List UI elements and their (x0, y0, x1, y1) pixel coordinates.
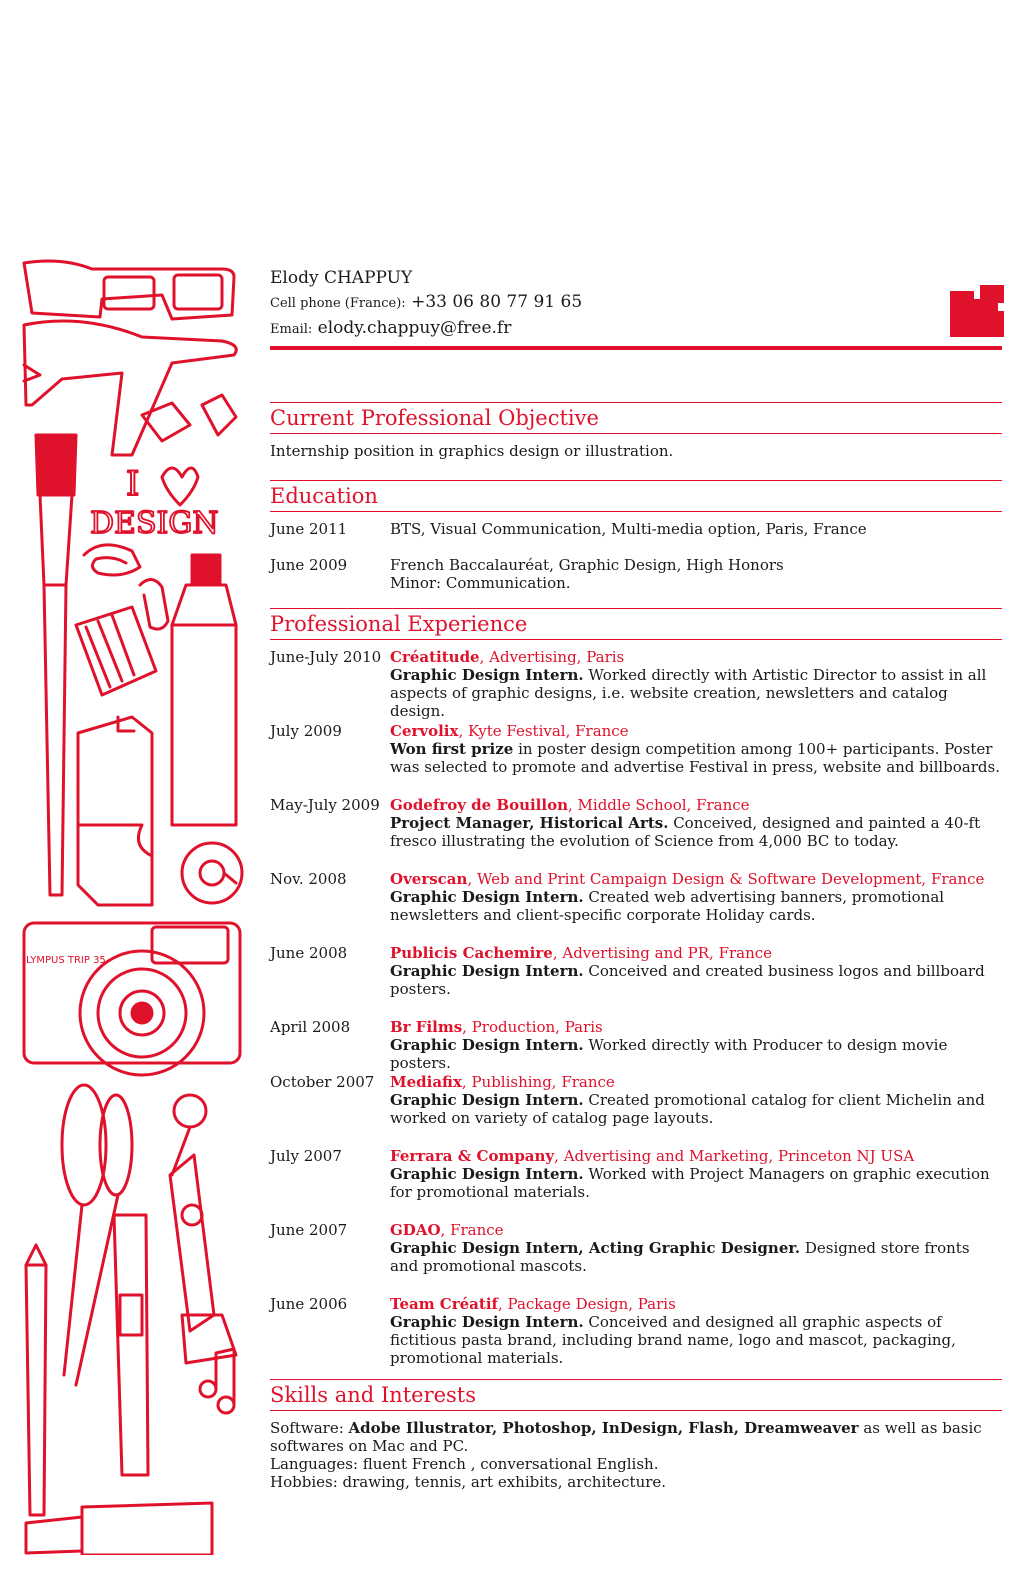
role-description: in poster design competition among 100+ participants. Poster was selected to promote and advertise Festival in press, website and billboards. (390, 740, 1000, 776)
experience-item (270, 1147, 1002, 1221)
logo-icon (950, 285, 1006, 337)
objective-text: Internship position in graphics design or illustration. (270, 442, 674, 460)
email-line (270, 316, 1002, 342)
role-description: Conceived and created business logos and billboard posters. (390, 962, 985, 998)
resume-content (270, 402, 1002, 1491)
header-divider (270, 346, 1002, 350)
experience-date: April 2008 (270, 1018, 351, 1036)
company-name: Mediafix (390, 1073, 462, 1091)
software-label: Software: (270, 1419, 349, 1437)
role-description: Created promotional catalog for client Michelin and worked on variety of catalog page layouts. (390, 1091, 985, 1127)
company-details: , Production, Paris (462, 1018, 603, 1036)
experience-item (270, 796, 1002, 870)
experience-item (270, 1295, 1002, 1379)
role-description: Created web advertising banners, promotional newsletters and client-specific corporate Holiday cards. (390, 888, 945, 924)
experience-item (270, 870, 1002, 944)
marker-icon (172, 555, 236, 825)
education-detail: BTS, Visual Communication, Multi-media option, Paris, France (390, 520, 867, 538)
experience-item (270, 1018, 1002, 1073)
experience-item (270, 648, 1002, 722)
svg-text:I: I (126, 464, 140, 504)
company-details: , France (440, 1221, 504, 1239)
company-details: , Advertising and Marketing, Princeton NJ USA (554, 1147, 915, 1165)
experience-date: June 2008 (270, 944, 348, 962)
applicant-name: Elody CHAPPUY (270, 268, 413, 288)
phone-line (270, 290, 1002, 316)
company-name: Publicis Cachemire (390, 944, 553, 962)
company-name: Team Créatif (390, 1295, 498, 1313)
role-description: Worked directly with Artistic Director to assist in all aspects of graphic designs, i.e. website creation, newsletters and catalog design. (390, 666, 987, 720)
education-date: June 2009 (270, 556, 348, 574)
eraser-icon (78, 717, 152, 905)
paper-clip-icon (84, 545, 168, 629)
skills-title: Skills and Interests (270, 1379, 1002, 1411)
software-rest: as well as basic softwares on Mac and PC. (270, 1419, 982, 1455)
push-pin-icon (172, 1095, 206, 1175)
experience-date: July 2009 (270, 722, 342, 740)
company-details: , Package Design, Paris (497, 1295, 676, 1313)
software-line (270, 1419, 1002, 1455)
svg-text:DESIGN: DESIGN (90, 506, 219, 541)
hobbies-line: Hobbies: drawing, tennis, art exhibits, architecture. (270, 1473, 667, 1491)
lipstick-icon (26, 1503, 212, 1555)
education-date: June 2011 (270, 520, 348, 538)
experience-item (270, 1073, 1002, 1147)
objective-title: Current Professional Objective (270, 402, 1002, 434)
role-description: Worked with Project Managers on graphic execution for promotional materials. (390, 1165, 990, 1201)
experience-date: July 2007 (270, 1147, 342, 1165)
company-name: Br Films (390, 1018, 463, 1036)
experience-item (270, 1221, 1002, 1295)
software-list: Adobe Illustrator, Photoshop, InDesign, Flash, Dreamweaver (348, 1419, 859, 1437)
languages-line: Languages: fluent French , conversational English. (270, 1455, 659, 1473)
education-title: Education (270, 480, 1002, 512)
experience-date: June 2006 (270, 1295, 348, 1313)
role-description: Conceived, designed and painted a 40-ft fresco illustrating the evolution of Science from 4,000 BC to today. (390, 814, 981, 850)
role-title: Graphic Design Intern, Acting Graphic Designer. (390, 1239, 801, 1257)
role-title: Graphic Design Intern. (390, 666, 584, 684)
experience-date: June-July 2010 (270, 648, 382, 666)
role-description: Conceived and designed all graphic aspects of fictitious pasta brand, including brand name, logo and mascot, packaging, promotional materials. (390, 1313, 956, 1367)
experience-date: October 2007 (270, 1073, 375, 1091)
experience-item (270, 722, 1002, 796)
role-description: Designed store fronts and promotional mascots. (390, 1239, 970, 1275)
company-details: , Advertising, Paris (479, 648, 625, 666)
role-description: Worked directly with Producer to design movie posters. (390, 1036, 948, 1072)
role-title: Graphic Design Intern. (390, 962, 584, 980)
svg-text:LYMPUS TRIP 35: LYMPUS TRIP 35 (26, 955, 106, 966)
experience-date: Nov. 2008 (270, 870, 347, 888)
education-detail: French Baccalauréat, Graphic Design, High Honors (390, 556, 784, 574)
company-name: GDAO (390, 1221, 441, 1239)
company-name: Créatitude (390, 648, 480, 666)
camera-icon (24, 923, 240, 1075)
email-address[interactable]: elody.chappuy@free.fr (317, 318, 512, 338)
education-item (270, 556, 1002, 592)
role-title: Graphic Design Intern. (390, 1036, 584, 1054)
role-title: Won first prize (390, 740, 514, 758)
role-title: Graphic Design Intern. (390, 1313, 584, 1331)
scissors-icon (62, 1085, 132, 1385)
company-details: , Advertising and PR, France (552, 944, 773, 962)
experience-item (270, 944, 1002, 1018)
at-sign-icon (182, 843, 242, 903)
paint-brush-icon (36, 435, 76, 895)
phone-label: Cell phone (France): (270, 296, 406, 311)
experience-title: Professional Experience (270, 608, 1002, 640)
experience-date: June 2007 (270, 1221, 348, 1239)
pencil-icon (26, 1245, 46, 1515)
company-name: Godefroy de Bouillon (390, 796, 568, 814)
role-title: Graphic Design Intern. (390, 888, 584, 906)
company-name: Cervolix (390, 722, 459, 740)
cutter-icon (114, 1215, 148, 1475)
pen-cap-icon (76, 607, 156, 695)
glasses-icon (24, 261, 234, 319)
skills-section (270, 1419, 1002, 1491)
email-label: Email: (270, 322, 313, 337)
role-title: Graphic Design Intern. (390, 1091, 584, 1109)
role-title: Project Manager, Historical Arts. (390, 814, 669, 832)
education-item (270, 520, 1002, 538)
company-details: , Middle School, France (568, 796, 750, 814)
experience-date: May-July 2009 (270, 796, 380, 814)
company-details: , Web and Print Campaign Design & Software Development, France (467, 870, 985, 888)
company-name: Overscan (390, 870, 468, 888)
decorative-illustration (22, 255, 244, 1555)
education-minor: Minor: Communication. (390, 574, 571, 592)
glue-tube-icon (170, 1155, 236, 1363)
resume-header (270, 266, 1002, 342)
phone-number[interactable]: +33 06 80 77 91 65 (411, 292, 583, 312)
company-name: Ferrara & Company (390, 1147, 555, 1165)
role-title: Graphic Design Intern. (390, 1165, 584, 1183)
company-details: , Kyte Festival, France (458, 722, 629, 740)
company-details: , Publishing, France (461, 1073, 615, 1091)
